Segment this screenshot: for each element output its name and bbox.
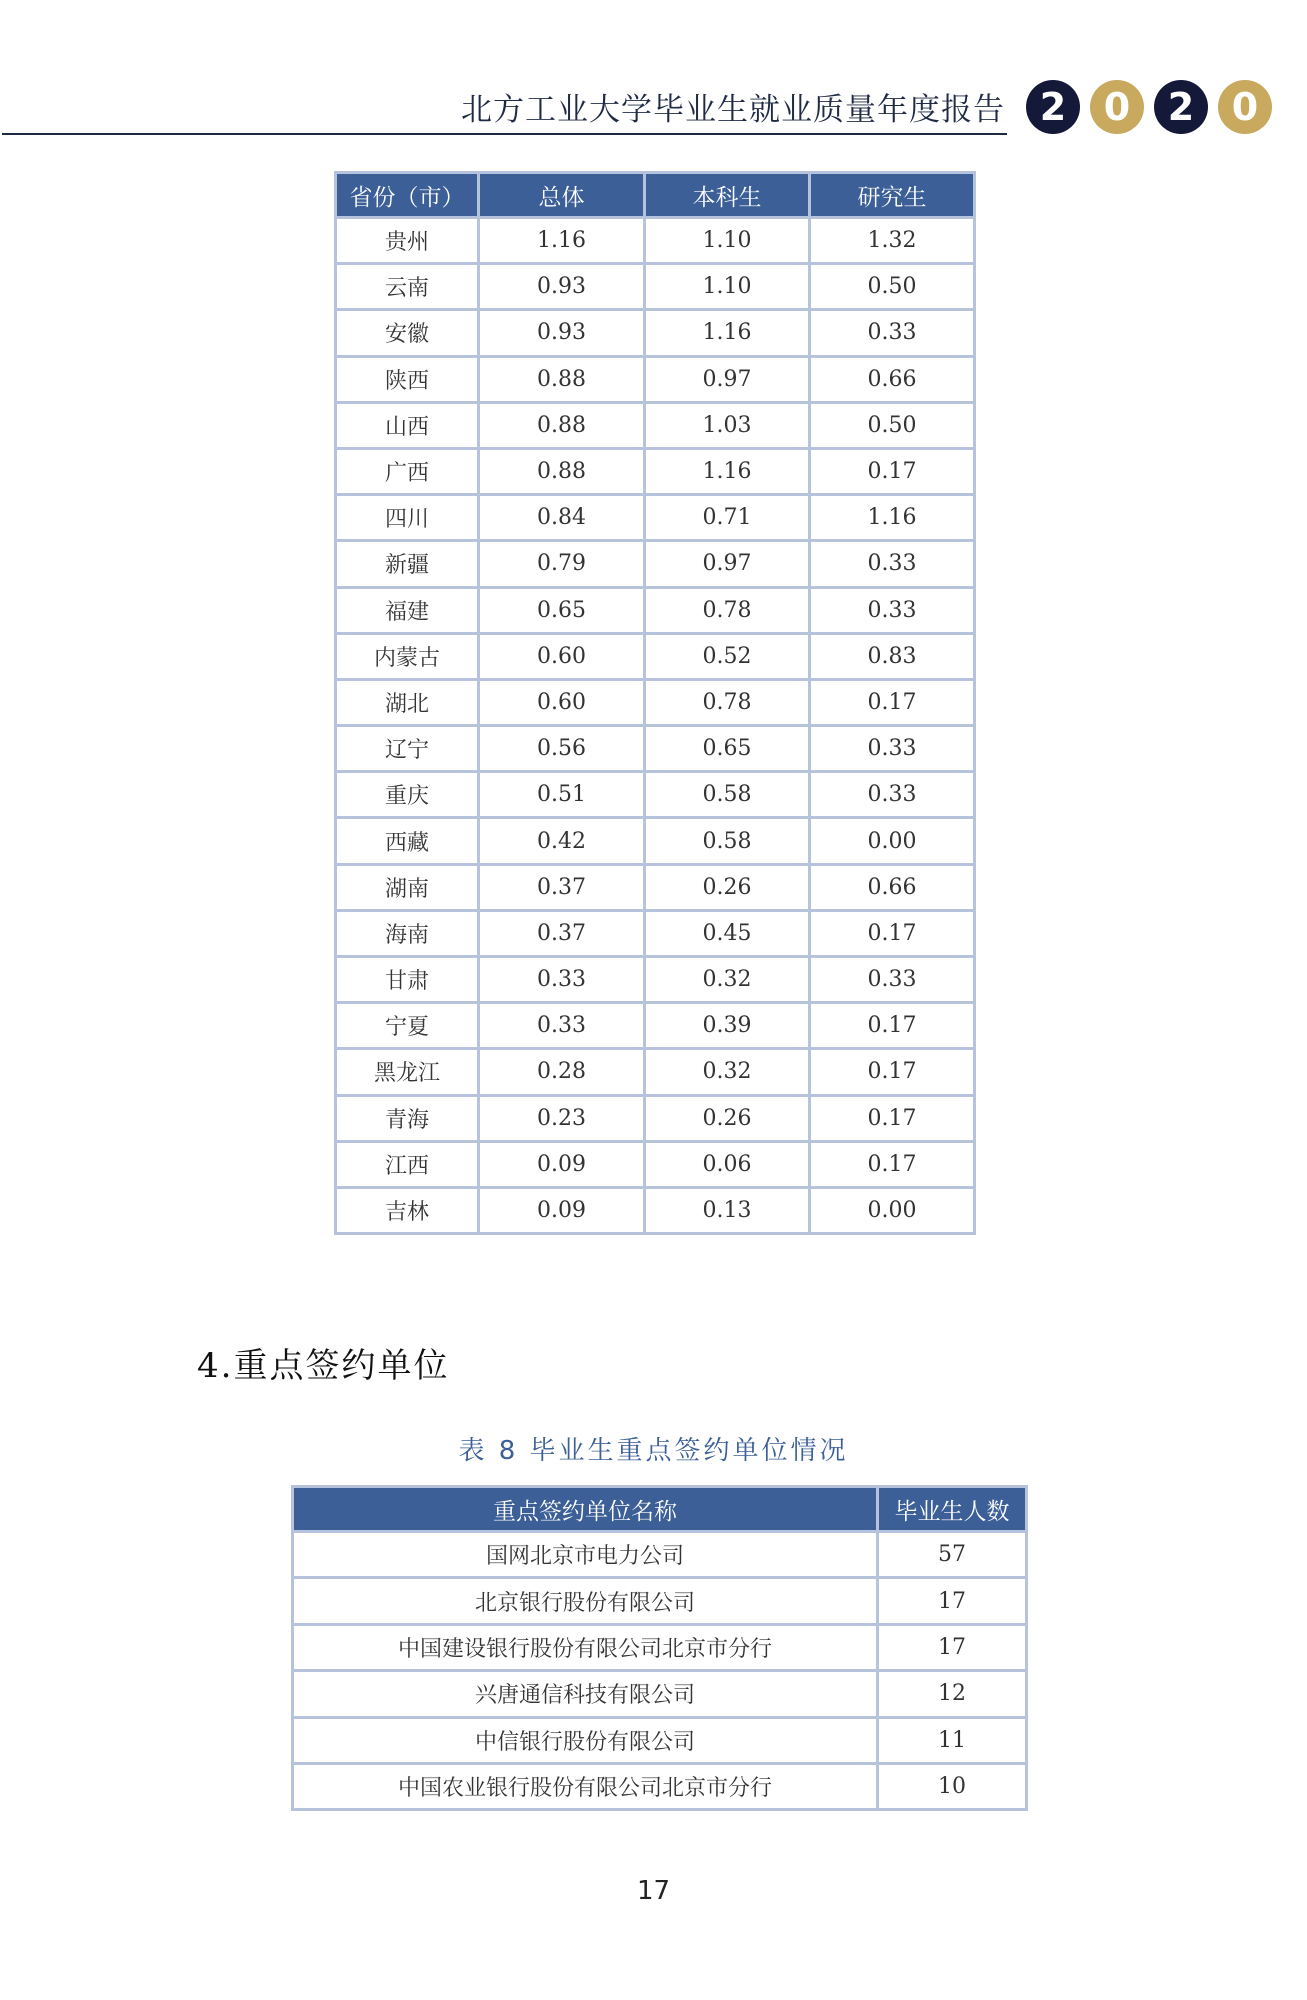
table-cell: 0.97 xyxy=(646,542,808,585)
column-header: 毕业生人数 xyxy=(879,1488,1025,1530)
table-cell: 0.33 xyxy=(480,958,643,1001)
table-cell: 0.97 xyxy=(646,358,808,401)
table-row xyxy=(337,1050,973,1093)
table-cell: 黑龙江 xyxy=(337,1050,477,1093)
column-header: 总体 xyxy=(480,174,643,216)
header-divider xyxy=(2,133,1007,135)
table-cell: 0.28 xyxy=(480,1050,643,1093)
table-cell: 湖北 xyxy=(337,681,477,724)
table-row xyxy=(337,1143,973,1186)
table-cell: 0.17 xyxy=(811,1143,973,1186)
table-cell: 0.65 xyxy=(480,589,643,632)
table-cell: 1.10 xyxy=(646,265,808,308)
table-cell: 国网北京市电力公司 xyxy=(294,1533,876,1576)
table-row xyxy=(337,496,973,539)
table-row xyxy=(337,1189,973,1232)
table-cell: 湖南 xyxy=(337,866,477,909)
table-row xyxy=(337,358,973,401)
table-cell: 0.56 xyxy=(480,727,643,770)
table-cell: 0.58 xyxy=(646,773,808,816)
table-row xyxy=(337,1004,973,1047)
table-cell: 西藏 xyxy=(337,819,477,862)
table-cell: 四川 xyxy=(337,496,477,539)
year-badges xyxy=(1026,80,1272,134)
table-row xyxy=(337,311,973,354)
year-digit-badge: 2 xyxy=(1154,80,1208,134)
table-cell: 0.78 xyxy=(646,589,808,632)
key-employer-table xyxy=(291,1485,1028,1811)
table-cell: 0.51 xyxy=(480,773,643,816)
table-cell: 0.60 xyxy=(480,635,643,678)
table-cell: 1.32 xyxy=(811,219,973,262)
table-cell: 0.66 xyxy=(811,866,973,909)
table-cell: 1.16 xyxy=(811,496,973,539)
table-cell: 内蒙古 xyxy=(337,635,477,678)
table-caption: 表 8 毕业生重点签约单位情况 xyxy=(458,1436,849,1466)
table-cell: 0.79 xyxy=(480,542,643,585)
table-cell: 0.09 xyxy=(480,1189,643,1232)
table-cell: 0.00 xyxy=(811,819,973,862)
table-cell: 广西 xyxy=(337,450,477,493)
year-digit-badge: 0 xyxy=(1218,80,1272,134)
table-cell: 0.52 xyxy=(646,635,808,678)
table-cell: 0.06 xyxy=(646,1143,808,1186)
table-cell: 0.93 xyxy=(480,265,643,308)
section-heading: 4.重点签约单位 xyxy=(197,1346,450,1386)
table-row xyxy=(337,635,973,678)
table-row xyxy=(294,1672,1025,1715)
table-row xyxy=(337,819,973,862)
table-cell: 中国农业银行股份有限公司北京市分行 xyxy=(294,1765,876,1808)
table-cell: 0.26 xyxy=(646,1097,808,1140)
year-digit-badge: 0 xyxy=(1090,80,1144,134)
table-cell: 0.33 xyxy=(811,589,973,632)
table-cell: 17 xyxy=(879,1626,1025,1669)
table-cell: 0.33 xyxy=(811,311,973,354)
table-cell: 0.33 xyxy=(811,542,973,585)
table-cell: 0.88 xyxy=(480,358,643,401)
table-cell: 0.60 xyxy=(480,681,643,724)
table-cell: 0.26 xyxy=(646,866,808,909)
table-row xyxy=(337,773,973,816)
table-row xyxy=(337,866,973,909)
report-title: 北方工业大学毕业生就业质量年度报告 xyxy=(461,92,1005,128)
table-cell: 0.71 xyxy=(646,496,808,539)
table-cell: 福建 xyxy=(337,589,477,632)
table-cell: 57 xyxy=(879,1533,1025,1576)
table-cell: 0.93 xyxy=(480,311,643,354)
table-cell: 0.45 xyxy=(646,912,808,955)
table-cell: 0.00 xyxy=(811,1189,973,1232)
table-row xyxy=(294,1533,1025,1576)
table-cell: 0.17 xyxy=(811,450,973,493)
table-cell: 0.33 xyxy=(811,773,973,816)
table-cell: 山西 xyxy=(337,404,477,447)
table-cell: 1.16 xyxy=(646,311,808,354)
year-digit-badge: 2 xyxy=(1026,80,1080,134)
table-cell: 1.16 xyxy=(646,450,808,493)
table-cell: 海南 xyxy=(337,912,477,955)
table-cell: 0.66 xyxy=(811,358,973,401)
table-cell: 云南 xyxy=(337,265,477,308)
table-cell: 0.78 xyxy=(646,681,808,724)
table-cell: 0.32 xyxy=(646,958,808,1001)
province-ratio-table xyxy=(334,171,976,1235)
table-cell: 安徽 xyxy=(337,311,477,354)
table-cell: 新疆 xyxy=(337,542,477,585)
table-cell: 青海 xyxy=(337,1097,477,1140)
table-cell: 中信银行股份有限公司 xyxy=(294,1719,876,1762)
table-cell: 贵州 xyxy=(337,219,477,262)
table-row xyxy=(337,727,973,770)
table-row xyxy=(337,958,973,1001)
table-header-row xyxy=(337,174,973,216)
table-cell: 0.42 xyxy=(480,819,643,862)
table-cell: 11 xyxy=(879,1719,1025,1762)
table-cell: 0.88 xyxy=(480,404,643,447)
page-number: 17 xyxy=(636,1876,671,1906)
table-cell: 江西 xyxy=(337,1143,477,1186)
table-cell: 0.84 xyxy=(480,496,643,539)
table-cell: 0.17 xyxy=(811,1050,973,1093)
table-cell: 10 xyxy=(879,1765,1025,1808)
table-row xyxy=(294,1579,1025,1622)
table-cell: 宁夏 xyxy=(337,1004,477,1047)
table-cell: 1.16 xyxy=(480,219,643,262)
column-header: 省份（市） xyxy=(337,174,477,216)
table-row xyxy=(337,542,973,585)
table-row xyxy=(337,589,973,632)
table-row xyxy=(294,1719,1025,1762)
table-cell: 0.17 xyxy=(811,1004,973,1047)
table-cell: 0.33 xyxy=(480,1004,643,1047)
table-cell: 0.65 xyxy=(646,727,808,770)
table-row xyxy=(337,1097,973,1140)
table-cell: 12 xyxy=(879,1672,1025,1715)
table-row xyxy=(337,219,973,262)
column-header: 重点签约单位名称 xyxy=(294,1488,876,1530)
table-cell: 1.03 xyxy=(646,404,808,447)
table-cell: 0.13 xyxy=(646,1189,808,1232)
table-cell: 辽宁 xyxy=(337,727,477,770)
table-cell: 0.23 xyxy=(480,1097,643,1140)
table-cell: 0.83 xyxy=(811,635,973,678)
table-cell: 重庆 xyxy=(337,773,477,816)
table-cell: 陕西 xyxy=(337,358,477,401)
table-cell: 0.17 xyxy=(811,1097,973,1140)
table-cell: 0.09 xyxy=(480,1143,643,1186)
table-row xyxy=(337,265,973,308)
table-cell: 0.37 xyxy=(480,912,643,955)
table-header-row xyxy=(294,1488,1025,1530)
table-cell: 1.10 xyxy=(646,219,808,262)
table-cell: 吉林 xyxy=(337,1189,477,1232)
table-cell: 0.50 xyxy=(811,404,973,447)
table-cell: 0.17 xyxy=(811,681,973,724)
table-cell: 0.88 xyxy=(480,450,643,493)
table-cell: 北京银行股份有限公司 xyxy=(294,1579,876,1622)
table-row xyxy=(294,1765,1025,1808)
table-cell: 中国建设银行股份有限公司北京市分行 xyxy=(294,1626,876,1669)
table-cell: 17 xyxy=(879,1579,1025,1622)
table-cell: 0.58 xyxy=(646,819,808,862)
table-cell: 0.37 xyxy=(480,866,643,909)
column-header: 本科生 xyxy=(646,174,808,216)
table-row xyxy=(337,912,973,955)
column-header: 研究生 xyxy=(811,174,973,216)
table-cell: 兴唐通信科技有限公司 xyxy=(294,1672,876,1715)
table-cell: 0.17 xyxy=(811,912,973,955)
table-row xyxy=(337,404,973,447)
table-row xyxy=(337,681,973,724)
table-cell: 0.33 xyxy=(811,958,973,1001)
table-cell: 0.32 xyxy=(646,1050,808,1093)
table-cell: 甘肃 xyxy=(337,958,477,1001)
table-row xyxy=(294,1626,1025,1669)
table-cell: 0.39 xyxy=(646,1004,808,1047)
table-cell: 0.33 xyxy=(811,727,973,770)
table-row xyxy=(337,450,973,493)
table-cell: 0.50 xyxy=(811,265,973,308)
